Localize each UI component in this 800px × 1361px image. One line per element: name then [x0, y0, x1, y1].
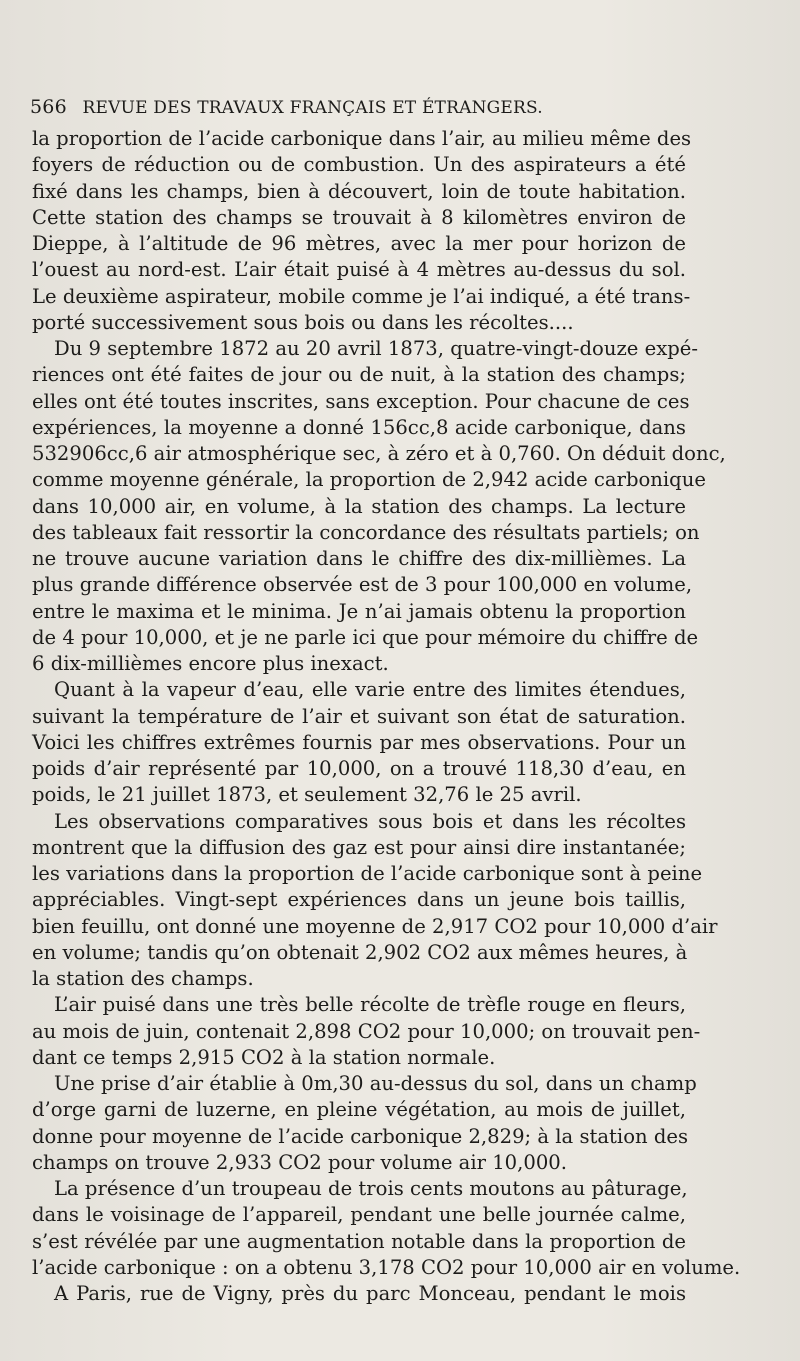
text-line: fixé dans les champs, bien à découvert, loin de toute habitation.: [32, 179, 686, 203]
text-line: l’acide carbonique : on a obtenu 3,178 CO2 pour 10,000 air en volume.: [32, 1255, 741, 1279]
text-line: A Paris, rue de Vigny, près du parc Monceau, pendant le mois: [54, 1282, 686, 1305]
text-line: dans 10,000 air, en volume, à la station des champs. La lecture: [32, 494, 686, 518]
text-line: Quant à la vapeur d’eau, elle varie entre des limites étendues,: [54, 678, 686, 702]
text-line: entre le maxima et le minima. Je n’ai jamais obtenu la proportion: [32, 599, 686, 623]
text-line: la proportion de l’acide carbonique dans l’air, au milieu même des: [32, 127, 692, 150]
text-line: donne pour moyenne de l’acide carbonique 2,829; à la station des: [32, 1124, 689, 1148]
running-header: [30, 96, 620, 118]
text-line: foyers de réduction ou de combustion. Un des aspirateurs a été: [32, 153, 686, 177]
text-line: 6 dix-millièmes encore plus inexact.: [32, 652, 389, 675]
text-line: comme moyenne générale, la proportion de 2,942 acide carbonique: [32, 468, 706, 492]
text-line: dans le voisinage de l’appareil, pendant une belle journée calme,: [32, 1203, 686, 1227]
text-line: d’orge garni de luzerne, en pleine végétation, au mois de juillet,: [32, 1098, 686, 1122]
text-line: les variations dans la proportion de l’acide carbonique sont à peine: [32, 862, 703, 885]
text-line: plus grande différence observée est de 3 pour 100,000 en volume,: [32, 573, 693, 597]
text-line: Le deuxième aspirateur, mobile comme je l’ai indiqué, a été trans-: [32, 284, 691, 308]
text-line: elles ont été toutes inscrites, sans exception. Pour chacune de ces: [32, 389, 690, 413]
text-line: champs on trouve 2,933 CO2 pour volume air 10,000.: [32, 1150, 567, 1174]
text-line: montrent que la diffusion des gaz est pour ainsi dire instantanée;: [32, 835, 686, 859]
text-line: la station des champs.: [32, 967, 254, 990]
text-line: Cette station des champs se trouvait à 8 kilomètres environ de: [32, 205, 686, 229]
page-number: 566: [30, 96, 67, 118]
text-line: suivant la température de l’air et suivant son état de saturation.: [32, 704, 686, 728]
text-line: s’est révélée par une augmentation notable dans la proportion de: [32, 1229, 686, 1253]
text-line: poids, le 21 juillet 1873, et seulement 32,76 le 25 avril.: [32, 783, 582, 807]
text-line: l’ouest au nord-est. L’air était puisé à 4 mètres au-dessus du sol.: [32, 258, 686, 282]
text-line: riences ont été faites de jour ou de nuit, à la station des champs;: [32, 363, 686, 387]
text-line: poids d’air représenté par 10,000, on a trouvé 118,30 d’eau, en: [32, 757, 686, 780]
text-line: en volume; tandis qu’on obtenait 2,902 CO2 aux mêmes heures, à: [32, 940, 688, 964]
text-line: appréciables. Vingt-sept expériences dans un jeune bois taillis,: [32, 888, 686, 912]
text-line: Voici les chiffres extrêmes fournis par mes observations. Pour un: [32, 730, 686, 754]
text-line: dant ce temps 2,915 CO2 à la station normale.: [32, 1045, 496, 1069]
running-title: REVUE DES TRAVAUX FRANÇAIS ET ÉTRANGERS.: [82, 98, 543, 118]
text-line: au mois de juin, contenait 2,898 CO2 pour 10,000; on trouvait pen-: [32, 1019, 701, 1043]
text-line: L’air puisé dans une très belle récolte de trèfle rouge en fleurs,: [54, 993, 686, 1017]
text-line: Les observations comparatives sous bois et dans les récoltes: [54, 809, 686, 833]
body-text: [32, 126, 741, 1307]
text-line: ne trouve aucune variation dans le chiffre des dix-millièmes. La: [32, 547, 686, 570]
text-line: porté successivement sous bois ou dans les récoltes....: [32, 310, 574, 334]
text-line: 532906cc,6 air atmosphérique sec, à zéro et à 0,760. On déduit donc,: [32, 442, 726, 465]
text-line: Une prise d’air établie à 0m,30 au-dessus du sol, dans un champ: [54, 1072, 697, 1095]
text-line: Dieppe, à l’altitude de 96 mètres, avec la mer pour horizon de: [32, 232, 686, 255]
text-line: La présence d’un troupeau de trois cents moutons au pâturage,: [54, 1177, 688, 1200]
text-line: de 4 pour 10,000, et je ne parle ici que pour mémoire du chiffre de: [32, 625, 699, 649]
text-line: des tableaux fait ressortir la concordance des résultats partiels; on: [32, 520, 700, 544]
text-line: bien feuillu, ont donné une moyenne de 2,917 CO2 pour 10,000 d’air: [32, 914, 718, 938]
text-line: expériences, la moyenne a donné 156cc,8 acide carbonique, dans: [32, 415, 686, 439]
text-line: Du 9 septembre 1872 au 20 avril 1873, quatre-vingt-douze expé-: [54, 337, 699, 360]
